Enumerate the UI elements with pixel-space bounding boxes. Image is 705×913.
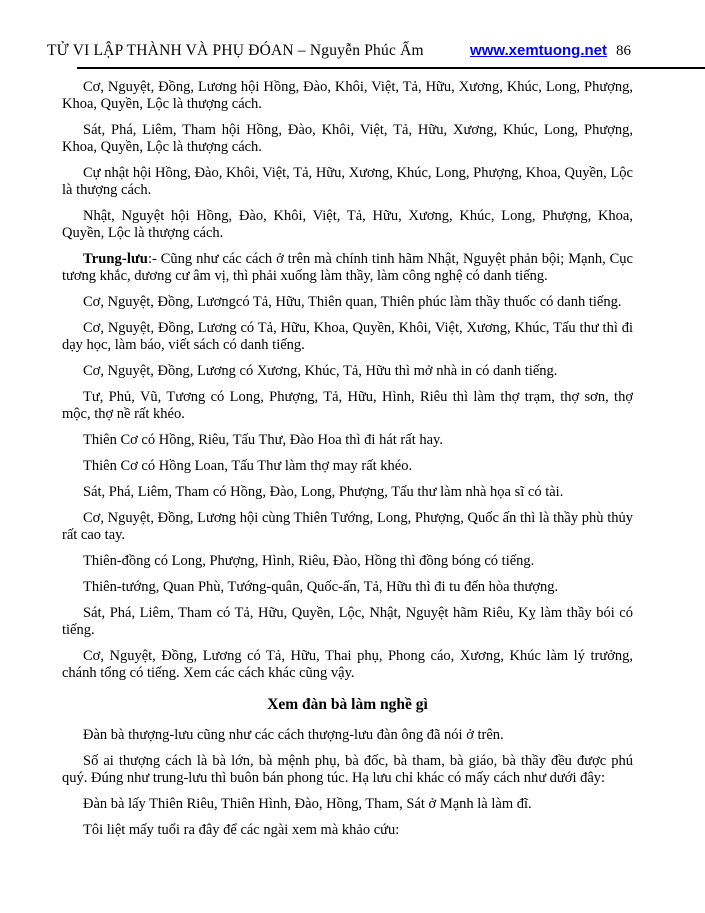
- paragraph: Sát, Phá, Liêm, Tham hội Hồng, Đào, Khôi, Việt, Tả, Hữu, Xương, Khúc, Long, Phượng, Khoa, Quyền, Lộc là thượng cách.: [62, 122, 633, 155]
- page-header: [0, 0, 705, 60]
- website-link[interactable]: www.xemtuong.net: [470, 42, 607, 59]
- paragraph: Thiên Cơ có Hồng Loan, Tấu Thư làm thợ may rất khéo.: [83, 458, 413, 474]
- header-right-group: [470, 42, 631, 60]
- paragraph: Cơ, Nguyệt, Đồng, Lương có Xương, Khúc, Tả, Hữu thì mở nhà in có danh tiếng.: [83, 363, 558, 379]
- paragraph: Tư, Phủ, Vũ, Tương có Long, Phượng, Tả, Hữu, Hình, Riêu thì làm thợ trạm, thợ sơn, thợ mộc, thợ nề rất khéo.: [62, 389, 633, 422]
- section-heading: Xem đàn bà làm nghề gì: [267, 696, 428, 713]
- paragraph: Thiên-tướng, Quan Phù, Tướng-quân, Quốc-ấn, Tả, Hữu thì đi tu đến hòa thượng.: [83, 579, 559, 595]
- paragraph: Đàn bà thượng-lưu cũng như các cách thượng-lưu đàn ông đã nói ở trên.: [83, 727, 504, 743]
- paragraph: Sát, Phá, Liêm, Tham có Tả, Hữu, Quyền, Lộc, Nhật, Nguyệt hãm Riêu, Kỵ làm thầy bói có tiếng.: [62, 605, 633, 638]
- paragraph: Cơ, Nguyệt, Đồng, Lươngcó Tả, Hữu, Thiên quan, Thiên phúc làm thầy thuốc có danh tiếng.: [83, 294, 622, 310]
- page-number: 86: [616, 43, 631, 59]
- paragraph-bold-lead: Trung-lưu: [83, 251, 148, 267]
- paragraph: Cơ, Nguyệt, Đồng, Lương hội Hồng, Đào, Khôi, Việt, Tả, Hữu, Xương, Khúc, Long, Phượng, Khoa, Quyền, Lộc là thượng cách.: [62, 79, 633, 112]
- paragraph: Số ai thượng cách là bà lớn, bà mệnh phụ, bà đốc, bà tham, bà giáo, bà thầy đều được phú quý. Đúng như trung-lưu thì buôn bán phong túc. Hạ lưu chỉ khác có mấy cách như dưới đây:: [62, 753, 633, 786]
- header-divider: [77, 67, 705, 69]
- paragraph: Đàn bà lấy Thiên Riêu, Thiên Hình, Đào, Hồng, Tham, Sát ở Mạnh là làm đĩ.: [83, 796, 532, 812]
- paragraph: Cơ, Nguyệt, Đồng, Lương có Tả, Hữu, Khoa, Quyền, Khôi, Việt, Xương, Khúc, Tấu thư thì đi dạy học, làm báo, viết sách có danh tiếng.: [62, 320, 633, 353]
- paragraph: Thiên-đồng có Long, Phượng, Hình, Riêu, Đào, Hồng thì đồng bóng có tiếng.: [83, 553, 535, 569]
- document-title: TỬ VI LẬP THÀNH VÀ PHỤ ĐÓAN – Nguyễn Phúc Ấm: [47, 42, 424, 59]
- paragraph: Nhật, Nguyệt hội Hồng, Đào, Khôi, Việt, Tả, Hữu, Xương, Khúc, Long, Phượng, Khoa, Quyền, Lộc là thượng cách.: [62, 208, 633, 241]
- paragraph: Trung-lưu:- Cũng như các cách ở trên mà chính tinh hãm Nhật, Nguyệt phản bội; Mạnh, Cục tương khắc, dương cư âm vị, thì phải xuống làm thầy, làm công nghệ có danh tiếng.: [62, 251, 633, 284]
- paragraph: Tôi liệt mấy tuổi ra đây để các ngài xem mà khảo cứu:: [83, 822, 400, 838]
- paragraph: Cơ, Nguyệt, Đồng, Lương có Tả, Hữu, Thai phụ, Phong cáo, Xương, Khúc làm lý trưởng, chánh tổng có tiếng. Xem các cách khác cũng vậy.: [62, 648, 633, 681]
- paragraph: Cơ, Nguyệt, Đồng, Lương hội cùng Thiên Tướng, Long, Phượng, Quốc ấn thì là thầy phù thủy rất cao tay.: [62, 510, 633, 543]
- document-body: [62, 79, 633, 839]
- paragraph: Thiên Cơ có Hồng, Riêu, Tấu Thư, Đào Hoa thì đi hát rất hay.: [83, 432, 443, 448]
- paragraph: Cự nhật hội Hồng, Đào, Khôi, Việt, Tả, Hữu, Xương, Khúc, Long, Phượng, Khoa, Quyền, Lộc là thượng cách.: [62, 165, 633, 198]
- paragraph: Sát, Phá, Liêm, Tham có Hồng, Đào, Long, Phượng, Tấu thư làm nhà họa sĩ có tài.: [83, 484, 564, 500]
